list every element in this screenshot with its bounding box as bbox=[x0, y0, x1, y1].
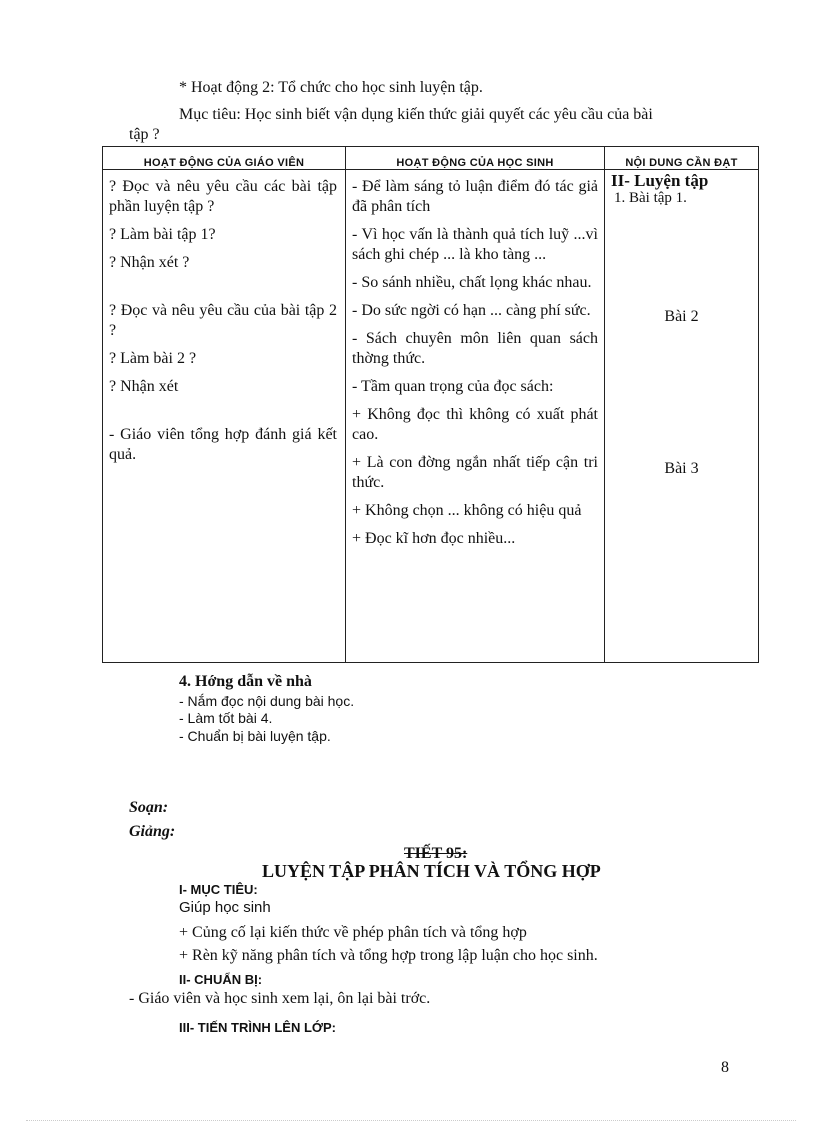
teacher-item: ? Làm bài tập 1? bbox=[109, 226, 216, 243]
teacher-item: ? Nhận xét ? bbox=[109, 254, 190, 271]
student-item: - Tầm quan trọng của đọc sách: bbox=[352, 378, 554, 395]
header-student: HOẠT ĐỘNG CỦA HỌC SINH bbox=[346, 147, 605, 170]
table-body-row bbox=[103, 170, 759, 663]
content-exercise-2: Bài 2 bbox=[664, 308, 699, 325]
homework-item: - Làm tốt bài 4. bbox=[179, 710, 273, 726]
objective-goal: + Củng cố lại kiến thức về phép phân tích và tổng hợp bbox=[179, 924, 527, 941]
header-content: NỘI DUNG CẦN ĐẠT bbox=[605, 147, 759, 170]
student-item: - So sánh nhiều, chất lọng khác nhau. bbox=[352, 274, 592, 291]
header-teacher: HOẠT ĐỘNG CỦA GIÁO VIÊN bbox=[103, 147, 346, 170]
teacher-item: ? Nhận xét bbox=[109, 378, 179, 395]
preparation-text: - Giáo viên và học sinh xem lại, ôn lại bài trớc. bbox=[129, 990, 431, 1007]
content-exercise-1: 1. Bài tập 1. bbox=[614, 190, 687, 206]
section-objectives: I- MỤC TIÊU: bbox=[179, 882, 258, 897]
period-label: TIẾT 95: bbox=[404, 845, 468, 862]
student-item: + Là con đờng ngắn nhất tiếp cận tri thức. bbox=[352, 454, 598, 491]
section-preparation: II- CHUẨN BỊ: bbox=[179, 972, 263, 987]
objective-line-2: tập ? bbox=[129, 126, 160, 143]
page-bottom-divider bbox=[26, 1120, 796, 1121]
lesson-title: LUYỆN TẬP PHÂN TÍCH VÀ TỔNG HỢP bbox=[262, 861, 601, 881]
section-procedure: III- TIẾN TRÌNH LÊN LỚP: bbox=[179, 1020, 336, 1035]
teacher-item: ? Làm bài 2 ? bbox=[109, 350, 197, 367]
content-exercise-3: Bài 3 bbox=[664, 460, 699, 477]
student-item: - Sách chuyên môn liên quan sách thờng thức. bbox=[352, 330, 598, 367]
teacher-item: ? Đọc và nêu yêu cầu của bài tập 2 ? bbox=[109, 302, 337, 339]
page-number: 8 bbox=[721, 1059, 729, 1076]
homework-item: - Chuẩn bị bài luyện tập. bbox=[179, 728, 331, 744]
objective-line-1: Mục tiêu: Học sinh biết vận dụng kiến thức giải quyết các yêu cầu của bài bbox=[179, 106, 653, 123]
objectives-intro: Giúp học sinh bbox=[179, 899, 271, 916]
homework-item: - Nắm đọc nội dung bài học. bbox=[179, 693, 355, 709]
student-item: - Để làm sáng tỏ luận điểm đó tác giả đã phân tích bbox=[352, 178, 598, 215]
activity-table bbox=[102, 146, 759, 663]
teacher-item: ? Đọc và nêu yêu cầu các bài tập phần luyện tập ? bbox=[109, 178, 337, 215]
student-item: + Đọc kĩ hơn đọc nhiều... bbox=[352, 530, 516, 547]
content-column bbox=[605, 170, 759, 663]
student-item: - Do sức ngời có hạn ... càng phí sức. bbox=[352, 302, 591, 319]
student-item: - Vì học vấn là thành quả tích luỹ ...vì sách ghi chép ... là kho tàng ... bbox=[352, 226, 598, 263]
activity-heading: * Hoạt động 2: Tổ chức cho học sinh luyện tập. bbox=[179, 79, 483, 96]
homework-heading: 4. Hớng dẫn về nhà bbox=[179, 673, 312, 690]
giang-label: Giảng: bbox=[129, 823, 176, 840]
content-section-title: II- Luyện tập bbox=[611, 171, 709, 190]
student-item: + Không chọn ... không có hiệu quả bbox=[352, 502, 582, 519]
teacher-item: - Giáo viên tổng hợp đánh giá kết quả. bbox=[109, 426, 337, 463]
soan-label: Soạn: bbox=[129, 799, 169, 816]
teacher-column bbox=[103, 170, 346, 663]
student-column bbox=[346, 170, 605, 663]
student-item: + Không đọc thì không có xuất phát cao. bbox=[352, 406, 598, 443]
objective-goal: + Rèn kỹ năng phân tích và tổng hợp trong lập luận cho học sinh. bbox=[179, 947, 598, 964]
table-header-row bbox=[103, 147, 759, 170]
